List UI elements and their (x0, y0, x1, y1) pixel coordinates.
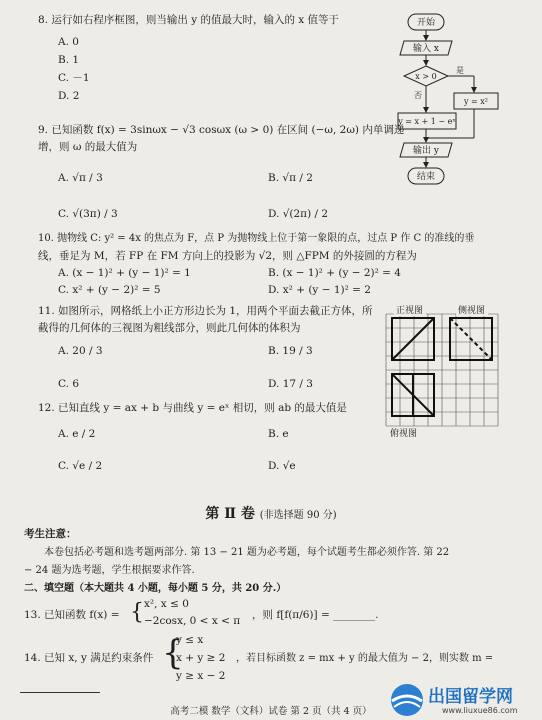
q9-option-d: D. √(2π) / 2 (268, 208, 329, 220)
flow-yes-label: 是 (456, 66, 464, 75)
q11-stem-line1: 11. 如图所示，网格纸上小正方形边长为 1，用两个平面去截正方体，所 (38, 305, 373, 317)
q13-prefix: 13. 已知函数 f(x) = (24, 609, 120, 621)
q9-option-b: B. √π / 2 (268, 172, 313, 184)
flow-no-label: 否 (414, 91, 422, 100)
flow-start-text: 开始 (416, 18, 436, 28)
q14-constraint-1: y ≤ x (176, 634, 204, 646)
q8-option-a: A. 0 (58, 36, 79, 48)
front-view-label: 正视图 (396, 306, 424, 316)
q13-suffix: ，则 f[f(π/6)] = ________. (252, 609, 379, 621)
q12-option-d: D. √e (268, 460, 296, 472)
q9-stem-line2: 增，则 ω 的最大值为 (38, 141, 138, 153)
q13-case1: x², x ≤ 0 (144, 598, 189, 610)
q10-stem-line2: 线，垂足为 M，若 FP 在 FM 方向上的投影为 √2，则 △FPM 的外接圆的方程为 (38, 250, 417, 262)
part2-title: 第 Ⅱ 卷 (205, 506, 255, 522)
flow-no-box-text: y = x + 1 − eˣ (398, 117, 456, 126)
q9-stem-line1: 9. 已知函数 f(x) = 3sinωx − √3 cosωx (ω > 0) 在区间 (−ω, 2ω) 内单调递 (38, 124, 405, 136)
q11-option-a: A. 20 / 3 (58, 345, 103, 357)
q8-option-d: D. 2 (58, 90, 80, 102)
flow-yes-box-text: y = x² (463, 97, 489, 106)
notice-heading: 考生注意： (24, 528, 77, 540)
globe-logo-icon (388, 681, 426, 719)
flowchart (388, 10, 538, 190)
q13-case2: −2cosx, 0 < x < π (144, 615, 241, 627)
q12-option-a: A. e / 2 (58, 428, 96, 440)
notice-line2: − 24 题为选考题，学生根据要求作答. (24, 565, 195, 576)
notice-line1: 本卷包括必考题和选考题两部分. 第 13 − 21 题为必考题，每个试题考生都必须作答. 第 22 (44, 547, 450, 558)
q12-stem: 12. 已知直线 y = ax + b 与曲线 y = eˣ 相切，则 ab 的最大值是 (38, 402, 347, 414)
q8-option-b: B. 1 (58, 54, 80, 66)
side-view-label: 侧视图 (458, 306, 486, 316)
q14-prefix: 14. 已知 x, y 满足约束条件 (24, 652, 154, 664)
flow-output-text: 输出 y (413, 146, 439, 156)
flow-end-text: 结束 (416, 172, 436, 182)
q8-stem: 8. 运行如右程序框图，则当输出 y 的值最大时，输入的 x 值等于 (38, 14, 340, 26)
q12-option-c: C. √e / 2 (58, 460, 103, 472)
page-footer: 高考二模 数学（文科）试卷 第 2 页（共 4 页） (170, 706, 372, 717)
q10-option-b: B. (x − 1)² + (y − 2)² = 4 (268, 267, 401, 279)
q11-stem-line2: 截得的几何体的三视图为粗线部分，则此几何体的体积为 (38, 322, 301, 334)
three-view-grid (378, 300, 518, 440)
watermark (388, 680, 542, 720)
q10-option-a: A. (x − 1)² + (y − 1)² = 1 (58, 267, 191, 279)
q10-stem-line1: 10. 抛物线 C: y² = 4x 的焦点为 F，点 P 为抛物线上位于第一象限的点，过点 P 作 C 的准线的垂 (38, 233, 475, 244)
footer-rule (20, 692, 100, 693)
q11-option-b: B. 19 / 3 (268, 345, 313, 357)
flow-input-text: 输入 x (413, 44, 439, 54)
q9-option-a: A. √π / 3 (58, 172, 103, 184)
q12-option-b: B. e (268, 428, 289, 440)
part2-heading (0, 503, 542, 523)
part2-subtitle: (非选择题 90 分) (259, 510, 337, 521)
fill-in-heading: 二、填空题（本大题共 4 小题，每小题 5 分，共 20 分.） (24, 583, 287, 594)
q13-brace: { (130, 600, 144, 625)
q8-option-c: C. －1 (58, 72, 90, 84)
q14-constraint-2: x + y ≥ 2 (176, 652, 226, 664)
watermark-text: 出国留学网 (428, 687, 513, 707)
q11-option-d: D. 17 / 3 (268, 378, 313, 390)
q14-constraint-3: y ≥ x − 2 (176, 670, 226, 682)
q9-option-c: C. √(3π) / 3 (58, 208, 118, 220)
q10-option-d: D. x² + (y − 1)² = 2 (268, 284, 371, 296)
flow-cond-text: x > 0 (415, 72, 437, 81)
q14-brace: { (162, 633, 184, 673)
watermark-url: www.liuxue86.com (442, 706, 518, 715)
top-view-label: 俯视图 (390, 429, 418, 439)
q10-option-c: C. x² + (y − 2)² = 5 (58, 284, 161, 296)
q11-option-c: C. 6 (58, 378, 80, 390)
q14-suffix: ，若目标函数 z = mx + y 的最大值为 − 2，则实数 m = (236, 653, 494, 664)
